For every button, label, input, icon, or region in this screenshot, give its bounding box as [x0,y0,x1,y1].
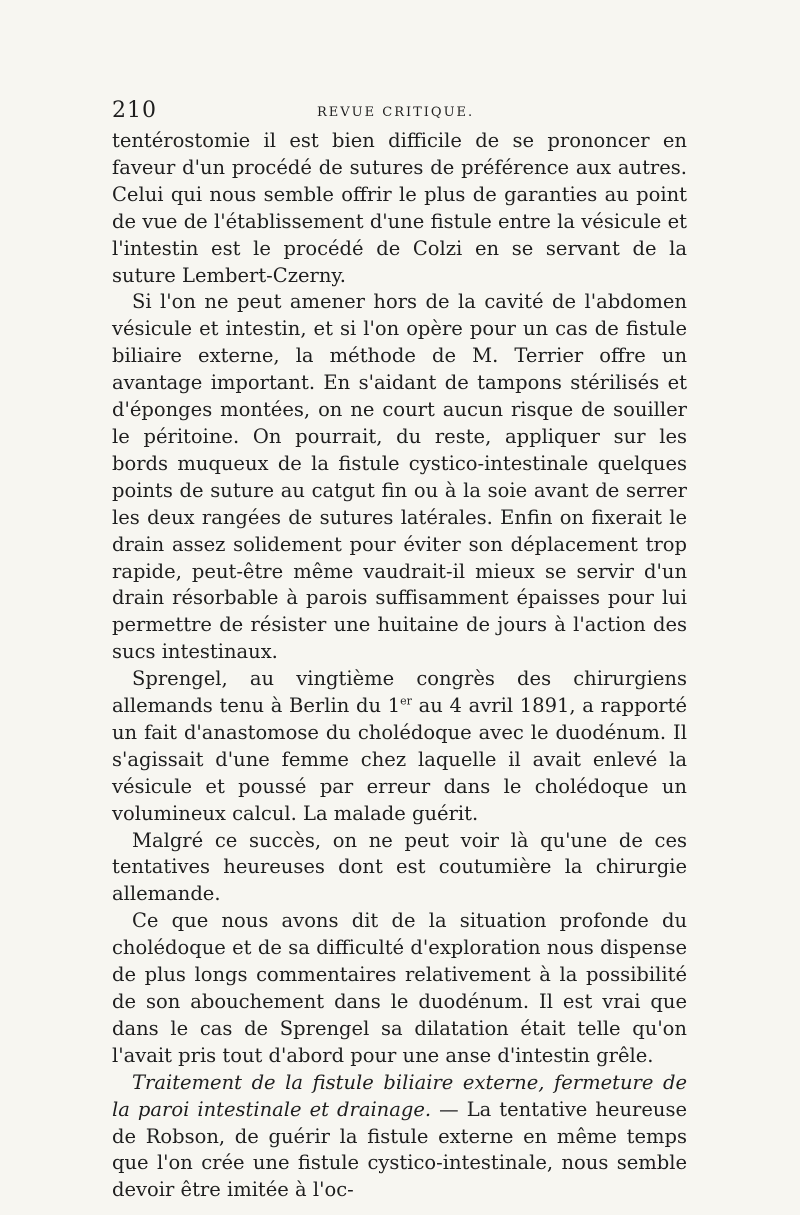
running-title: REVUE CRITIQUE. [317,105,475,120]
sprengel-text-after: au 4 avril 1891, a rapporté un fait d'anastomose du cholédoque avec le duodénum. Il s'agissait d'une femme chez laquelle il avait enlevé la vésicule et poussé par erreur dans le cholédoque un volumineux calcul. La malade guérit. [112,694,687,825]
paragraph-german-surgery: Malgré ce succès, on ne peut voir là qu'une de ces tentatives heureuses dont est coutumière la chirurgie allemande. [112,828,687,906]
body-text [112,128,687,1204]
sprengel-text-before: Sprengel, au vingtième congrès des chirurgiens allemands tenu à Berlin du 1 [112,667,687,718]
paragraph-treatment [112,1070,687,1205]
section-text: La tentative heureuse de Robson, de guérir la fistule externe en même temps que l'on crée une fistule cystico-intestinale, nous semble devoir être imitée à l'oc- [112,1097,687,1202]
paragraph-continuation: tentérostomie il est bien difficile de se prononcer en faveur d'un procédé de sutures de préférence aux autres. Celui qui nous semble offrir le plus de garanties au point de vue de l'établissement d'une fistule entre la vésicule et l'intestin est le procédé de Colzi en se servant de la suture Lembert-Czerny. [112,129,687,287]
page-number: 210 [112,98,157,123]
section-dash: — [431,1097,467,1121]
section-heading: Traitement de la fistule biliaire externe, fermeture de la paroi intestinale et drainage. [112,1070,687,1121]
paragraph-choledoque: Ce que nous avons dit de la situation profonde du cholédoque et de sa difficulté d'exploration nous dispense de plus longs commentaires relativement à la possibilité de son abouchement dans le duodénum. Il est vrai que dans le cas de Sprengel sa dilatation était telle qu'on l'avait pris tout d'abord pour une anse d'intestin grêle. [112,909,687,1067]
running-head [112,98,687,128]
paragraph-sprengel [112,666,687,827]
ordinal-superscript: er [400,694,412,708]
paragraph-terrier-method: Si l'on ne peut amener hors de la cavité de l'abdomen vésicule et intestin, et si l'on opère pour un cas de fistule biliaire externe, la méthode de M. Terrier offre un avantage important. En s'aidant de tampons stérilisés et d'éponges montées, on ne court aucun risque de souiller le péritoine. On pourrait, du reste, appliquer sur les bords muqueux de la fistule cystico-intestinale quelques points de suture au catgut fin ou à la soie avant de serrer les deux rangées de sutures latérales. Enfin on fixerait le drain assez solidement pour éviter son déplacement trop rapide, peut-être même vaudrait-il mieux se servir d'un drain résorbable à parois suffisamment épaisses pour lui permettre de résister une huitaine de jours à l'action des sucs intestinaux. [112,290,687,664]
